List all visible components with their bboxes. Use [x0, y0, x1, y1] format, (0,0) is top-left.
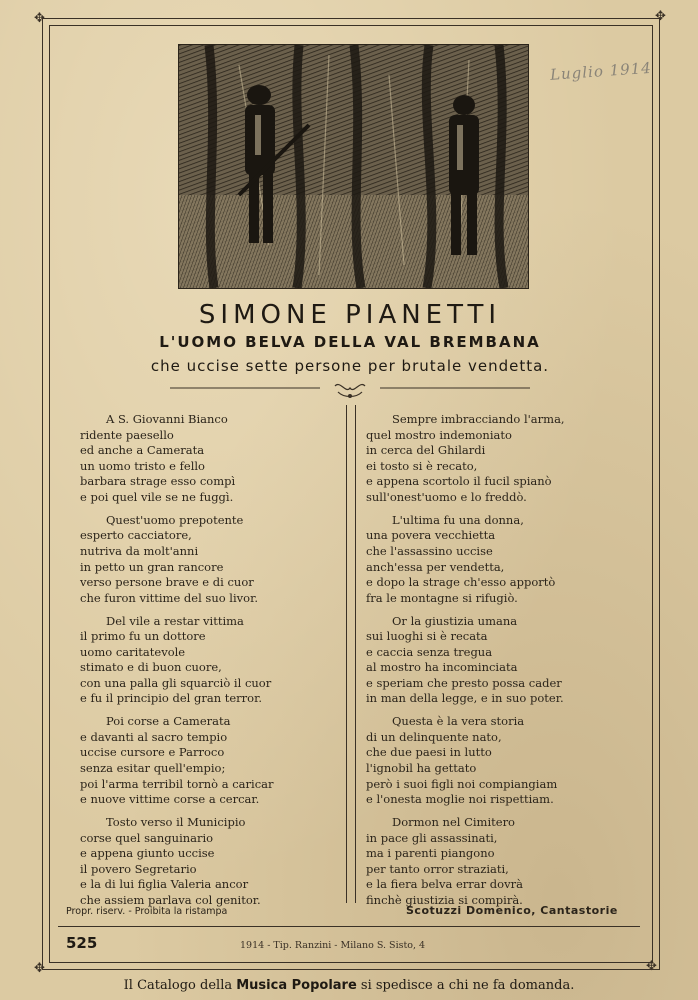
verse-line: di un delinquente nato,: [366, 729, 502, 744]
page-title: SIMONE PIANETTI: [198, 300, 502, 330]
verse-line: in cerca del Ghilardi: [366, 443, 486, 458]
catalog-text-before: Il Catalogo della: [123, 978, 237, 993]
catalog-text-after: si spedisce a chi ne fa domanda.: [356, 978, 575, 993]
poem-column-left: [80, 412, 320, 916]
corner-ornament-icon: ✥: [34, 11, 45, 26]
verse-line: uccise cursore e Parroco: [80, 745, 225, 760]
stanza: [80, 412, 320, 506]
verse-line: senza esitar quell'empio;: [80, 761, 226, 776]
verse-line: e nuove vittime corse a cercar.: [80, 792, 260, 807]
verse-line: una povera vecchietta: [366, 528, 496, 543]
stanza: [366, 714, 606, 808]
verse-line: per tanto orror straziati,: [366, 861, 509, 876]
verse-line: e poi quel vile se ne fuggì.: [80, 489, 234, 504]
verse-line: quel mostro indemoniato: [366, 427, 512, 442]
verse-line: però i suoi figli noi compiangiam: [366, 776, 558, 791]
verse-line: che assiem parlava col genitor.: [80, 892, 261, 907]
verse-line: in petto un gran rancore: [80, 559, 224, 574]
verse-line: Questa è la vera storia: [392, 714, 525, 729]
verse-line: barbara strage esso compì: [80, 474, 236, 489]
verse-line: e la di lui figlia Valeria ancor: [80, 877, 249, 892]
verse-line: in pace gli assassinati,: [366, 830, 498, 845]
stanza: [366, 815, 606, 909]
printer-imprint: 1914 - Tip. Ranzini - Milano S. Sisto, 4: [240, 940, 426, 951]
stanza: [80, 714, 320, 808]
verse-line: Quest'uomo prepotente: [106, 512, 244, 527]
title-ornament-divider: [170, 382, 530, 402]
verse-line: ma i parenti piangono: [366, 846, 495, 861]
page-subtitle: L'UOMO BELVA DELLA VAL BREMBANA: [159, 333, 541, 351]
verse-line: e l'onesta moglie noi rispettiam.: [366, 792, 554, 807]
verse-line: Sempre imbracciando l'arma,: [392, 412, 565, 426]
stanza: [366, 412, 606, 506]
verse-line: ei tosto si è recato,: [366, 458, 478, 473]
catalog-text-bold: Musica Popolare: [236, 978, 357, 993]
verse-line: Tosto verso il Municipio: [106, 815, 246, 829]
stanza: [366, 614, 606, 708]
verse-line: poi l'arma terribil tornò a caricar: [80, 776, 274, 791]
verse-line: Del vile a restar vittima: [106, 613, 244, 628]
corner-ornament-icon: ✥: [34, 961, 45, 976]
engraving-illustration: [179, 45, 528, 288]
verse-line: che due paesi in lutto: [366, 745, 492, 760]
poem-column-right: [366, 412, 606, 916]
verse-line: e caccia senza tregua: [366, 644, 493, 659]
verse-line: con una palla gli squarciò il cuor: [80, 675, 272, 690]
verse-line: l'ignobil ha gettato: [366, 761, 477, 776]
verse-line: A S. Giovanni Bianco: [106, 412, 228, 426]
verse-line: il povero Segretario: [80, 861, 197, 876]
stanza: [366, 513, 606, 607]
verse-line: Dormon nel Cimitero: [392, 815, 515, 829]
footer-rule: [58, 926, 640, 927]
sheet-number: 525: [66, 934, 98, 952]
verse-line: L'ultima fu una donna,: [392, 512, 524, 527]
verse-line: e la fiera belva errar dovrà: [366, 877, 523, 892]
verse-line: e speriam che presto possa cader: [366, 675, 562, 690]
verse-line: e appena scortolo il fucil spianò: [366, 474, 552, 489]
verse-line: ridente paesello: [80, 427, 174, 442]
author-credit: Scotuzzi Domenico, Cantastorie: [406, 904, 618, 917]
verse-line: stimato e di buon cuore,: [80, 660, 222, 675]
verse-line: al mostro ha incominciata: [366, 660, 518, 675]
verse-line: sull'onest'uomo e lo freddò.: [366, 489, 527, 504]
verse-line: verso persone brave e di cuor: [80, 575, 254, 590]
verse-line: esperto cacciatore,: [80, 528, 192, 543]
verse-line: anch'essa per vendetta,: [366, 559, 505, 574]
verse-line: e fu il principio del gran terror.: [80, 691, 262, 706]
verse-line: corse quel sanguinario: [80, 830, 214, 845]
verse-line: e davanti al sacro tempio: [80, 729, 228, 744]
verse-line: ed anche a Camerata: [80, 443, 205, 458]
column-divider: [346, 405, 356, 903]
corner-ornament-icon: ✥: [655, 9, 666, 24]
corner-ornament-icon: ✥: [646, 959, 657, 974]
verse-line: uomo caritatevole: [80, 644, 186, 659]
verse-line: e appena giunto uccise: [80, 846, 215, 861]
page-tagline: che uccise sette persone per brutale vendetta.: [150, 357, 550, 375]
verse-line: che l'assassino uccise: [366, 543, 493, 558]
verse-line: e dopo la strage ch'esso apportò: [366, 575, 556, 590]
verse-line: il primo fu un dottore: [80, 629, 206, 644]
verse-line: in man della legge, e in suo poter.: [366, 691, 564, 706]
forest-hunter-engraving: [178, 44, 529, 289]
verse-line: sui luoghi si è recata: [366, 629, 488, 644]
catalog-notice: [0, 978, 698, 993]
rights-notice: Propr. riserv. - Proibita la ristampa: [66, 906, 228, 917]
verse-line: Poi corse a Camerata: [106, 714, 231, 729]
verse-line: finchè giustizia si compirà.: [366, 892, 523, 907]
stanza: [80, 614, 320, 708]
verse-line: fra le montagne si rifugiò.: [366, 590, 518, 605]
verse-line: che furon vittime del suo livor.: [80, 590, 258, 605]
stanza: [80, 513, 320, 607]
handwritten-date-note: Luglio 1914: [549, 58, 653, 84]
stanza: [80, 815, 320, 909]
verse-line: nutriva da molt'anni: [80, 543, 199, 558]
verse-line: Or la giustizia umana: [392, 613, 518, 628]
verse-line: un uomo tristo e fello: [80, 458, 205, 473]
